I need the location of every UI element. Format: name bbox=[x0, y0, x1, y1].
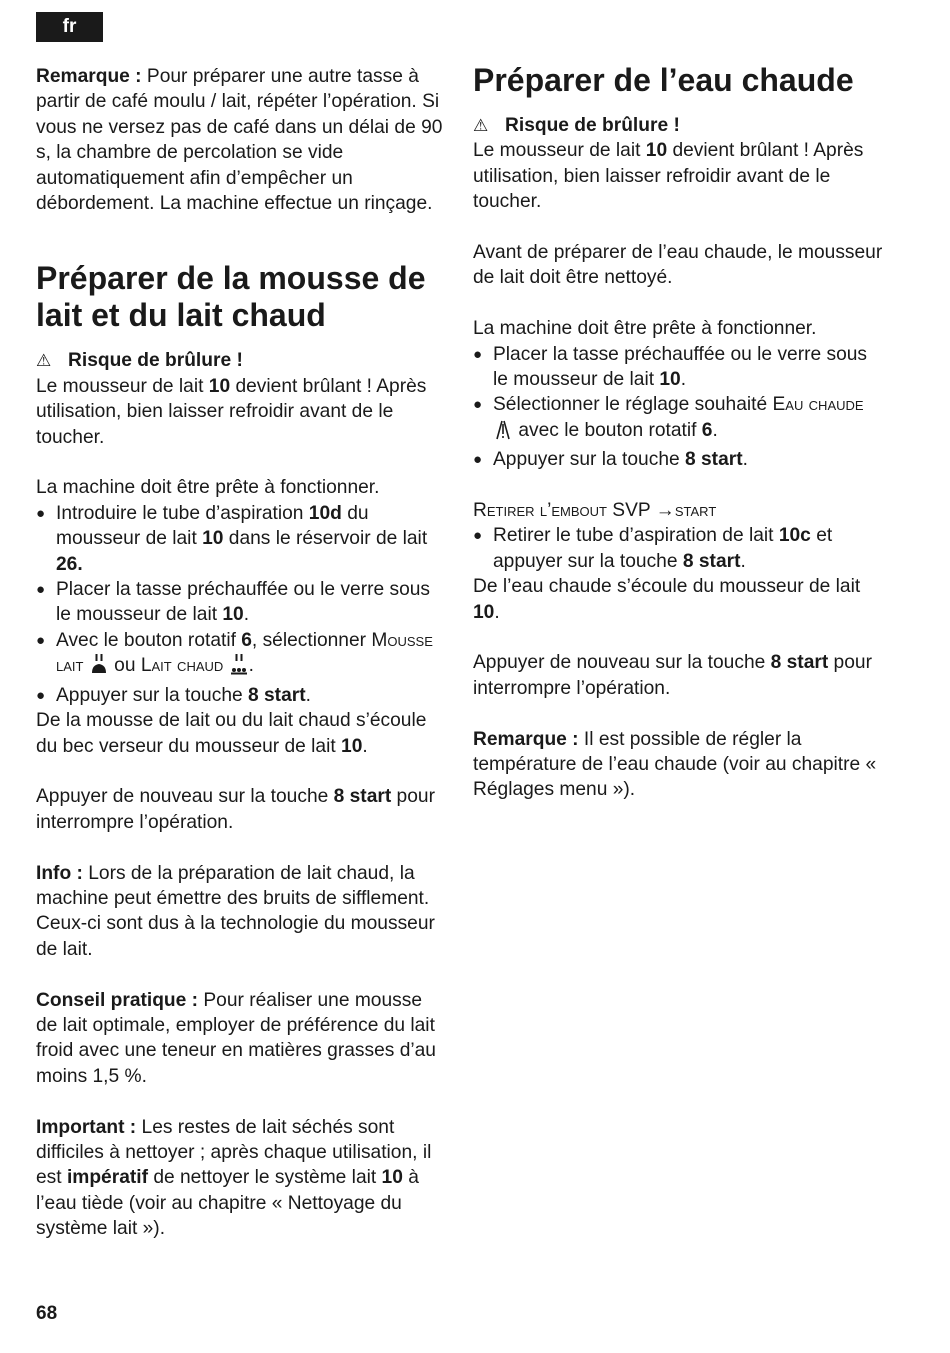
ready-text: La machine doit être prête à fonctionner. bbox=[473, 318, 817, 340]
milk-foam-icon bbox=[89, 653, 109, 682]
remark-paragraph: Remarque : Pour préparer une autre tasse à partir de café moulu / lait, répéter l’opération. Si vous ne versez pas de café dans un délai de 90 s, la chambre de percolation se vide automatiquement afin d’empêcher un débordement. La machine effectue un rinçage. bbox=[36, 66, 443, 215]
stop-text: Appuyer de nouveau sur la touche 8 start pour interrompre l’opération. bbox=[36, 786, 435, 833]
instruction-list bbox=[473, 523, 883, 574]
list-item: ● Placer la tasse préchauffée ou le verre sous le mousseur de lait 10. bbox=[473, 342, 883, 393]
instruction-list bbox=[473, 342, 883, 473]
remark-paragraph: Remarque : Il est possible de régler la température de l’eau chaude (voir au chapitre « Réglages menu »). bbox=[473, 728, 877, 801]
tip-paragraph: Conseil pratique : Pour réaliser une mousse de lait optimale, employer de préférence du lait froid avec une teneur en matières grasses d’au moins 1,5 %. bbox=[36, 989, 436, 1087]
left-column bbox=[36, 64, 448, 1242]
warning-text: Le mousseur de lait 10 devient brûlant ! Après utilisation, bien laisser refroidir avant de le toucher. bbox=[473, 140, 864, 213]
hot-water-icon bbox=[493, 418, 513, 447]
list-item: ● Appuyer sur la touche 8 start. bbox=[473, 447, 883, 472]
hot-milk-icon bbox=[229, 653, 249, 682]
page-number: 68 bbox=[36, 1303, 58, 1324]
important-paragraph: Important : Les restes de lait séchés sont difficiles à nettoyer ; après chaque utilisation, il est impératif de nettoyer le système lait 10 à l’eau tiède (voir au chapitre « Nettoyage du système lait »). bbox=[36, 1116, 432, 1240]
language-tab: fr bbox=[36, 12, 103, 42]
section-heading-water: Préparer de l’eau chaude bbox=[473, 62, 854, 98]
list-item: ● Introduire le tube d’aspiration 10d du mousseur de lait 10 dans le réservoir de lait 26. bbox=[36, 501, 448, 577]
right-column bbox=[473, 64, 883, 803]
warning-heading: ⚠ Risque de brûlure ! bbox=[36, 348, 448, 373]
display-message: Retirer l’embout SVP →start bbox=[473, 500, 717, 522]
flow-text: De la mousse de lait ou du lait chaud s’écoule du bec verseur du mousseur de lait 10. bbox=[36, 710, 427, 757]
instruction-list bbox=[36, 501, 448, 708]
list-item: ● Appuyer sur la touche 8 start. bbox=[36, 683, 448, 708]
stop-text: Appuyer de nouveau sur la touche 8 start pour interrompre l’opération. bbox=[473, 652, 872, 699]
warning-heading: ⚠ Risque de brûlure ! bbox=[473, 113, 883, 138]
flow-text: De l’eau chaude s’écoule du mousseur de lait 10. bbox=[473, 576, 861, 623]
warning-triangle-icon: ⚠ bbox=[36, 351, 52, 371]
warning-text: Le mousseur de lait 10 devient brûlant ! Après utilisation, bien laisser refroidir avant de le toucher. bbox=[36, 375, 427, 448]
warning-triangle-icon: ⚠ bbox=[473, 116, 489, 135]
list-item: ● Placer la tasse préchauffée ou le verre sous le mousseur de lait 10. bbox=[36, 577, 448, 628]
section-heading-milk: Préparer de la mousse de lait et du lait chaud bbox=[36, 260, 426, 334]
info-paragraph: Info : Lors de la préparation de lait chaud, la machine peut émettre des bruits de sifflement. Ceux-ci sont dus à la technologie du mousseur de lait. bbox=[36, 862, 435, 960]
clean-text: Avant de préparer de l’eau chaude, le mousseur de lait doit être nettoyé. bbox=[473, 242, 883, 289]
list-item: ● Avec le bouton rotatif 6, sélectionner Mousse lait ou Lait chaud . bbox=[36, 628, 448, 683]
list-item: ● Sélectionner le réglage souhaité Eau chaude avec le bouton rotatif 6. bbox=[473, 392, 883, 447]
list-item: ● Retirer le tube d’aspiration de lait 10c et appuyer sur la touche 8 start. bbox=[473, 523, 883, 574]
ready-text: La machine doit être prête à fonctionner. bbox=[36, 477, 380, 499]
